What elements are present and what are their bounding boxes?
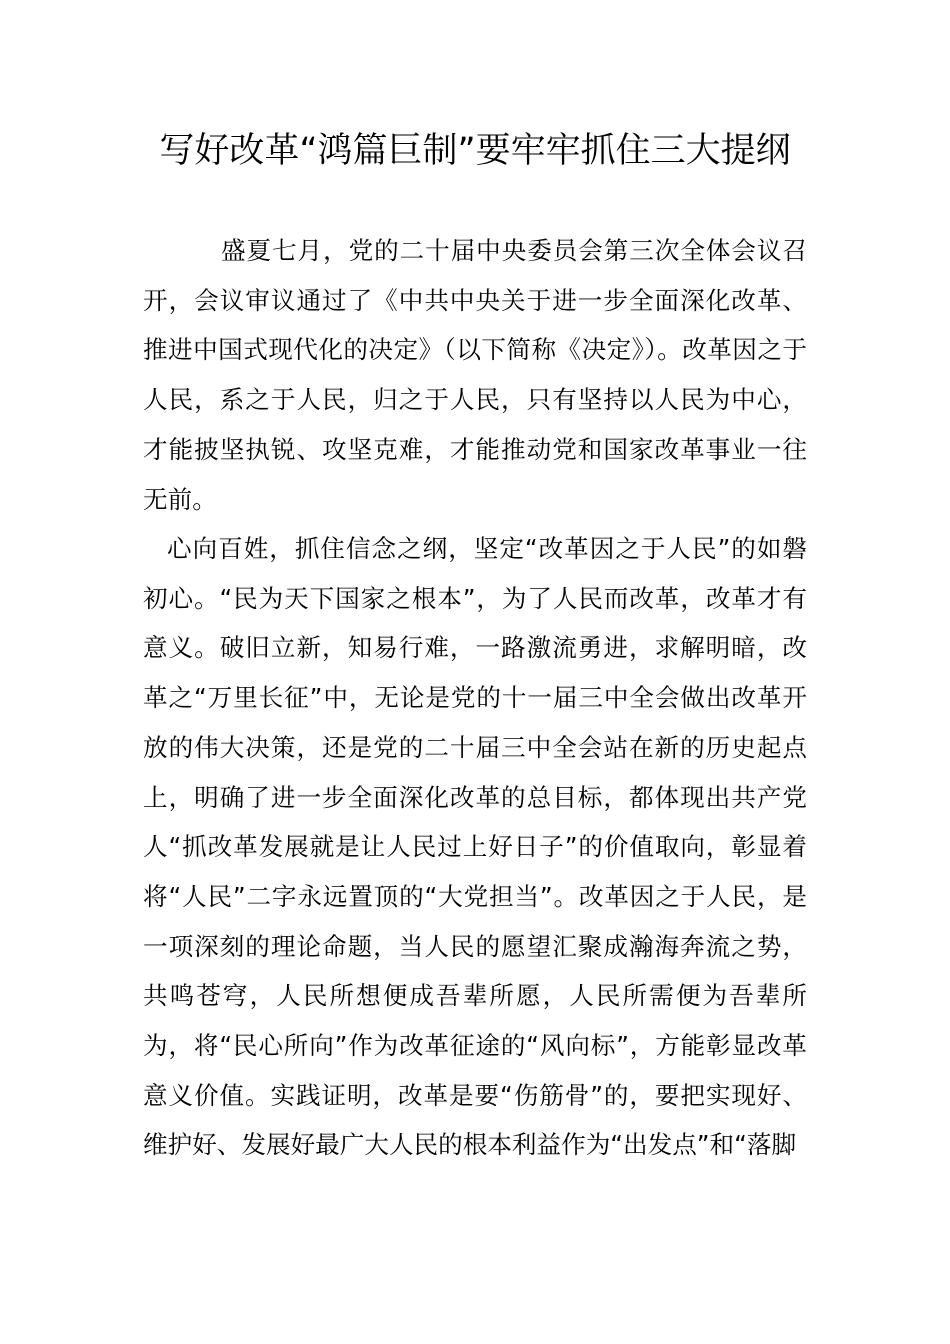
paragraph-1: 盛夏七月，党的二十届中央委员会第三次全体会议召开，会议审议通过了《中共中央关于进一步全面深化改革、推进中国式现代化的决定》（以下简称《决定》）。改革因之于人民，系之于人民，归之于人民，只有坚持以人民为中心，才能披坚执锐、攻坚克难，才能推动党和国家改革事业一往无前。 xyxy=(143,236,807,514)
paragraph-2: 心向百姓，抓住信念之纲，坚定“改革因之于人民”的如磐初心。“民为天下国家之根本”，为了人民而改革，改革才有意义。破旧立新，知易行难，一路激流勇进，求解明暗，改革之“万里长征”中，无论是党的十一届三中全会做出改革开放的伟大决策，还是党的二十届三中全会站在新的历史起点上，明确了进一步全面深化改革的总目标，都体现出共产党人“抓改革发展就是让人民过上好日子”的价值取向，彰显着将“人民”二字永远置顶的“大党担当”。改革因之于人民，是一项深刻的理论命题，当人民的愿望汇聚成瀚海奔流之势，共鸣苍穹，人民所想便成吾辈所愿，人民所需便为吾辈所为，将“民心所向”作为改革征途的“风向标”，方能彰显改革意义价值。实践证明，改革是要“伤筋骨”的，要把实现好、维护好、发展好最广大人民的根本利益作为“出发点”和“落脚 xyxy=(143,534,807,1160)
document-title: 写好改革“鸿篇巨制”要牢牢抓住三大提纲 xyxy=(159,131,791,171)
